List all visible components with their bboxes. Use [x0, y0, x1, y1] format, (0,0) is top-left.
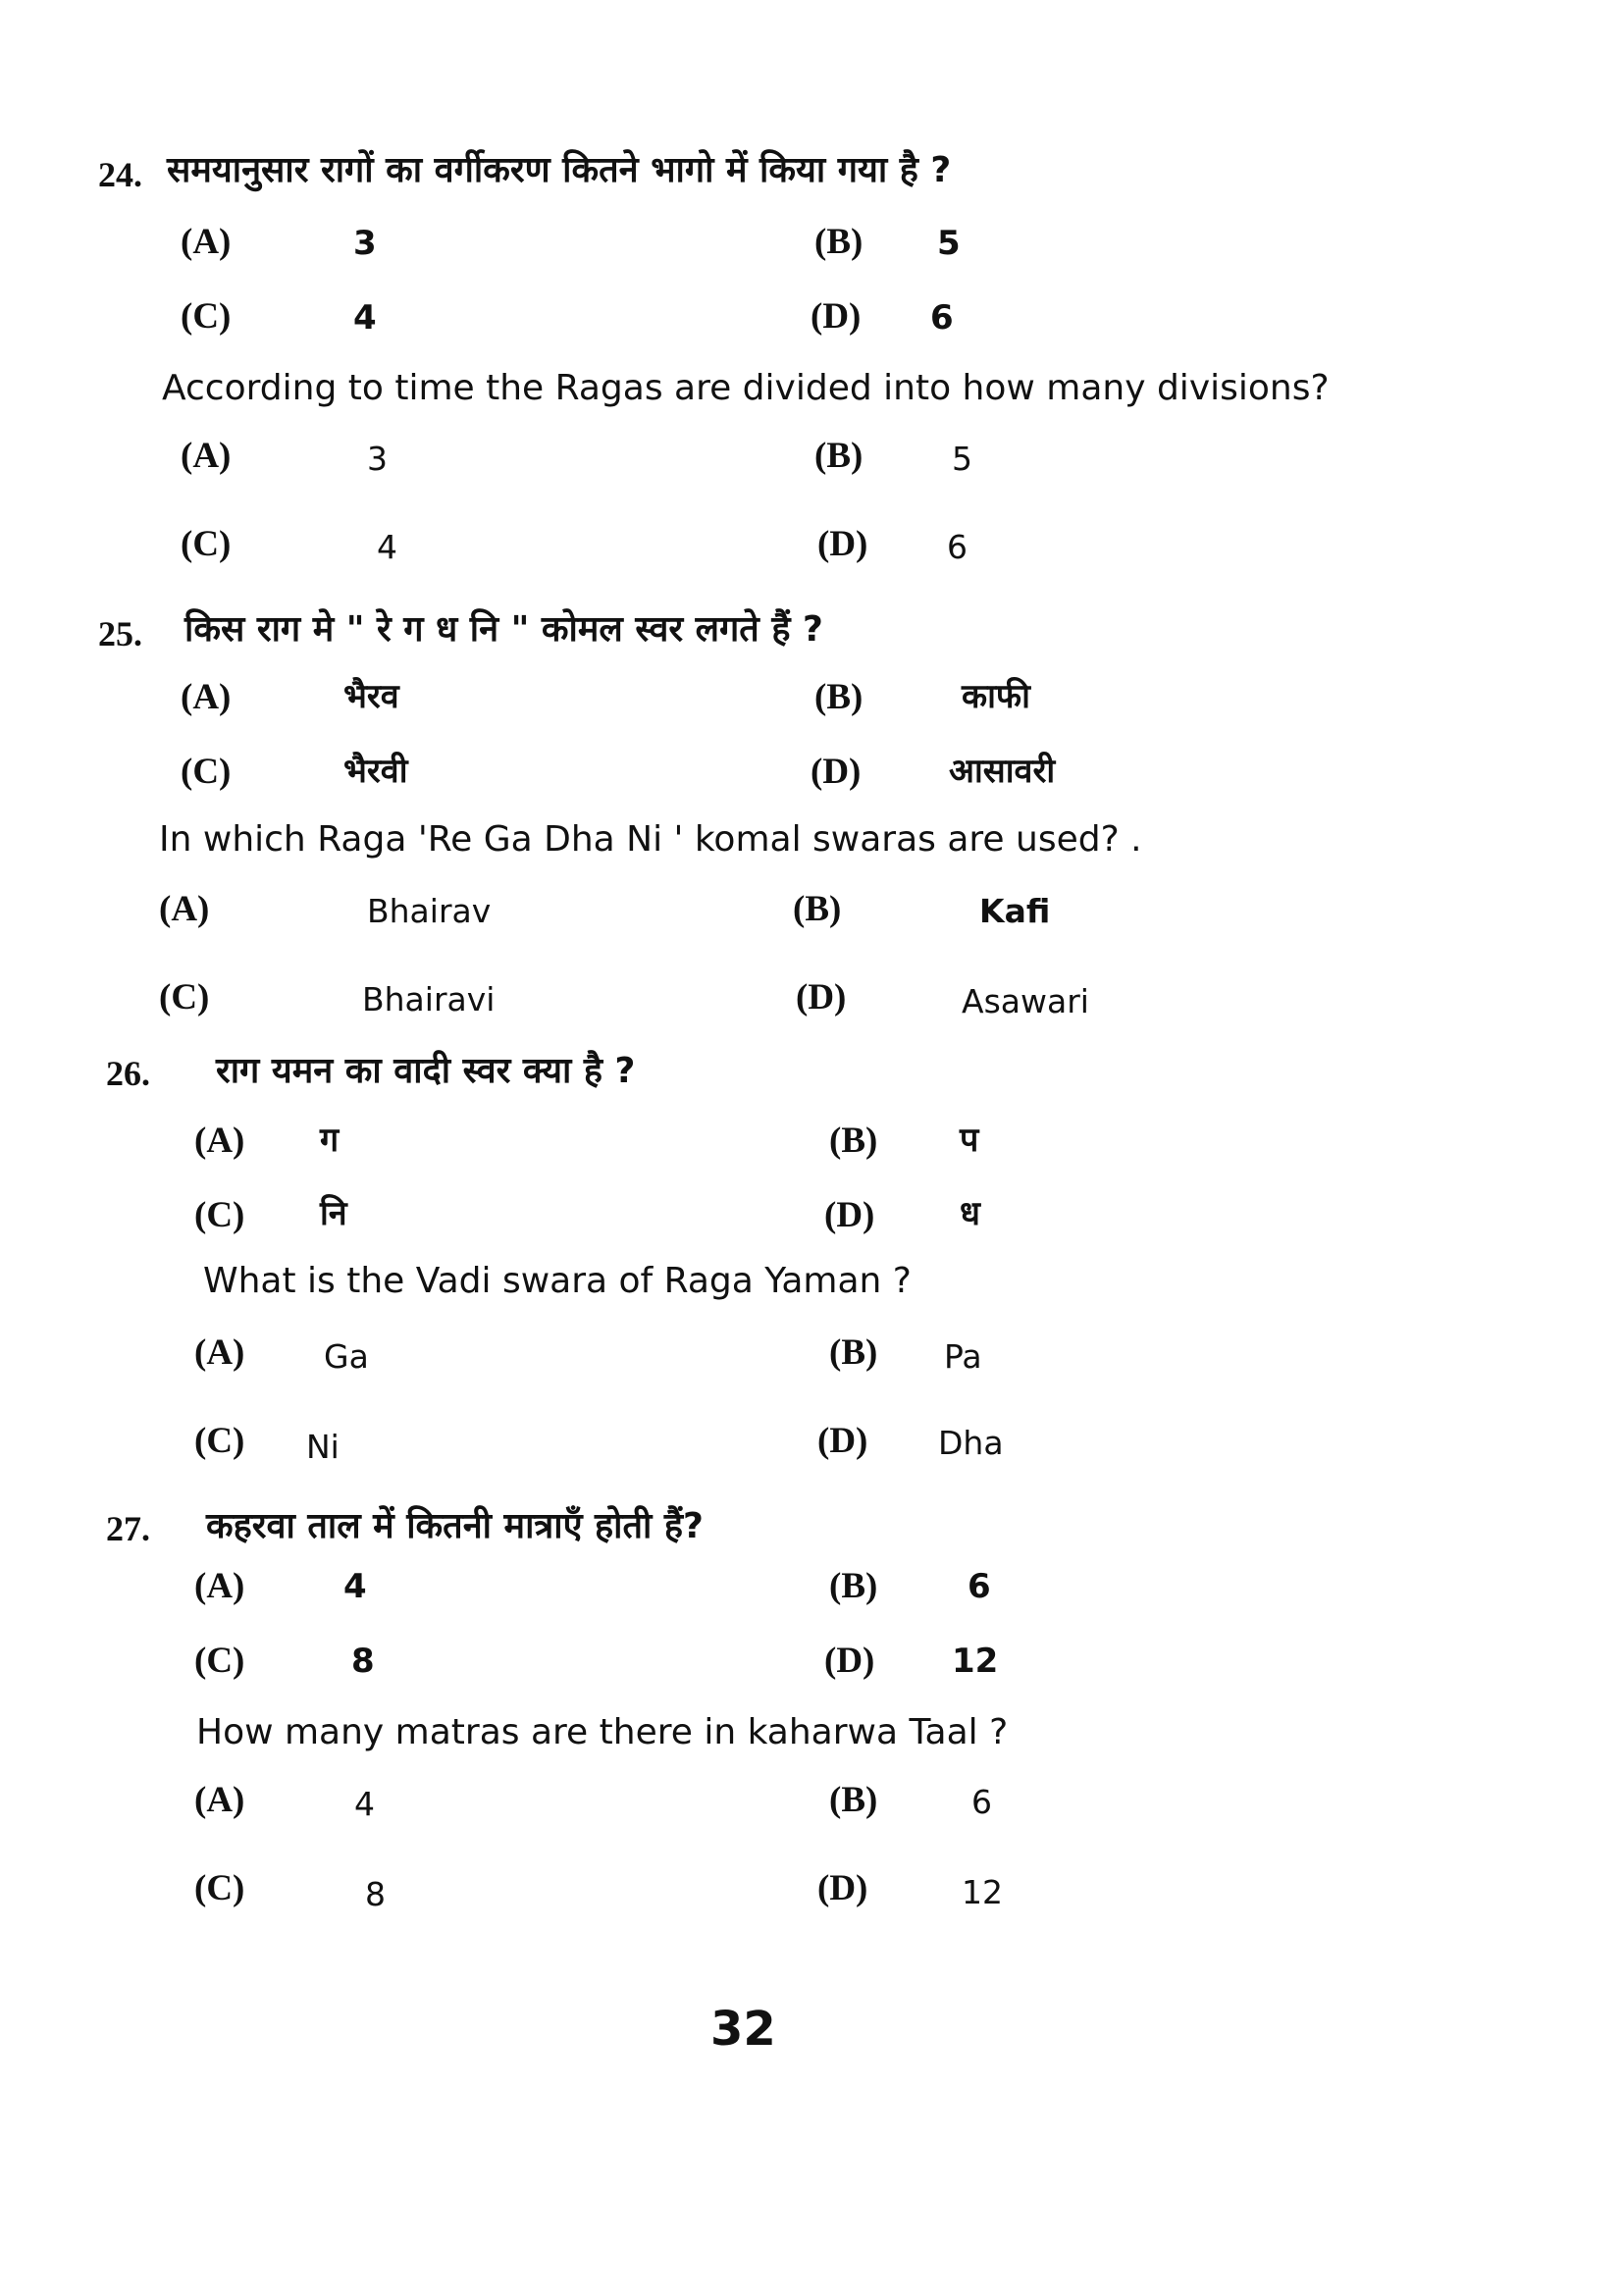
option-value-d: 6 [947, 528, 968, 566]
option-label-c: (C) [194, 1421, 245, 1461]
option-label-c: (C) [194, 1195, 245, 1235]
option-label-c: (C) [181, 752, 232, 792]
option-label-b: (B) [793, 889, 842, 929]
option-label-d: (D) [811, 296, 862, 337]
option-value-c: Bhairavi [362, 980, 496, 1018]
option-value-d: 12 [952, 1642, 999, 1681]
option-label-d: (D) [824, 1195, 875, 1235]
option-label-a: (A) [159, 889, 210, 929]
question-text-english: According to time the Ragas are divided into how many divisions? [162, 368, 1330, 408]
option-value-d: 6 [930, 298, 954, 338]
question-text-english: In which Raga 'Re Ga Dha Ni ' komal swaras are used? . [159, 819, 1142, 860]
option-label-b: (B) [814, 222, 863, 262]
option-label-c: (C) [181, 296, 232, 337]
option-value-a: 3 [353, 224, 377, 263]
option-label-c: (C) [194, 1868, 245, 1908]
option-value-b: 5 [952, 440, 972, 478]
option-label-b: (B) [829, 1780, 878, 1820]
option-label-a: (A) [194, 1566, 245, 1606]
option-value-a: 3 [367, 440, 388, 478]
option-label-c: (C) [181, 524, 232, 564]
option-value-d: आसावरी [949, 752, 1056, 791]
option-value-a: Ga [324, 1337, 369, 1376]
option-label-d: (D) [796, 977, 847, 1018]
option-label-b: (B) [829, 1121, 878, 1161]
option-value-d: 12 [962, 1873, 1003, 1911]
question-text-hindi: कहरवा ताल में कितनी मात्राएँ होती हैं? [206, 1506, 704, 1546]
option-label-c: (C) [194, 1641, 245, 1681]
option-label-d: (D) [811, 752, 862, 792]
page-number: 32 [710, 2002, 776, 2057]
option-value-b: 6 [971, 1783, 992, 1821]
option-value-c: भैरवी [343, 752, 408, 791]
option-value-a: Bhairav [367, 892, 492, 930]
option-label-b: (B) [829, 1566, 878, 1606]
option-label-a: (A) [194, 1780, 245, 1820]
option-label-a: (A) [181, 436, 232, 476]
option-label-c: (C) [159, 977, 210, 1018]
option-value-b: 5 [937, 224, 961, 263]
option-label-d: (D) [824, 1641, 875, 1681]
option-label-d: (D) [817, 1421, 868, 1461]
question-text-english: How many matras are there in kaharwa Taal ? [196, 1712, 1009, 1752]
option-value-d: Asawari [962, 982, 1089, 1020]
question-text-hindi: किस राग मे " रे ग ध नि " कोमल स्वर लगते हैं ? [184, 609, 823, 650]
option-value-c: Ni [306, 1428, 340, 1466]
question-text-english: What is the Vadi swara of Raga Yaman ? [203, 1261, 912, 1301]
question-text-hindi: समयानुसार रागों का वर्गीकरण कितने भागो में किया गया है ? [167, 150, 952, 190]
option-value-b: 6 [968, 1567, 991, 1606]
option-label-b: (B) [814, 677, 863, 717]
option-value-c: 8 [351, 1642, 375, 1681]
option-value-b: काफी [962, 677, 1030, 716]
question-number: 24. [98, 155, 142, 194]
option-label-b: (B) [829, 1332, 878, 1373]
option-value-b: प [960, 1121, 979, 1160]
option-label-a: (A) [181, 222, 232, 262]
option-value-c: 4 [353, 298, 377, 338]
option-label-a: (A) [181, 677, 232, 717]
option-value-c: नि [320, 1194, 347, 1233]
option-value-a: ग [320, 1121, 340, 1160]
option-label-a: (A) [194, 1332, 245, 1373]
option-value-d: Dha [938, 1424, 1004, 1462]
option-value-c: 8 [365, 1875, 386, 1913]
option-label-a: (A) [194, 1121, 245, 1161]
question-number: 25. [98, 614, 142, 653]
option-value-d: ध [960, 1194, 980, 1233]
option-value-b: Kafi [979, 892, 1051, 930]
option-value-a: 4 [354, 1785, 375, 1823]
question-number: 26. [106, 1054, 150, 1093]
question-number: 27. [106, 1509, 150, 1548]
option-value-a: 4 [343, 1567, 367, 1606]
option-label-b: (B) [814, 436, 863, 476]
option-label-d: (D) [817, 1868, 868, 1908]
option-value-c: 4 [377, 528, 397, 566]
option-value-a: भैरव [343, 677, 399, 716]
option-value-b: Pa [944, 1337, 982, 1376]
question-text-hindi: राग यमन का वादी स्वर क्या है ? [216, 1051, 636, 1091]
option-label-d: (D) [817, 524, 868, 564]
